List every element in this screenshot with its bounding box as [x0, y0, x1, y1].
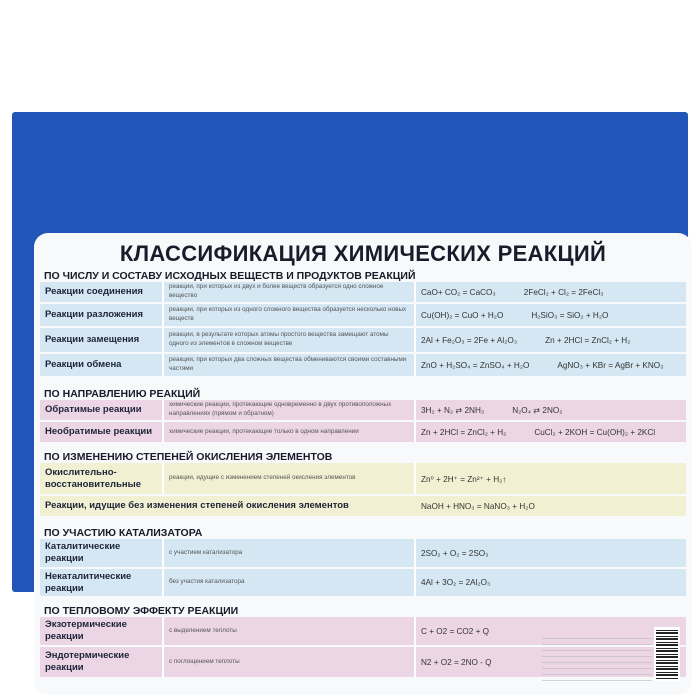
- table-row: [40, 539, 686, 567]
- formula: AgNO₃ + KBr = AgBr + KNO₃: [557, 360, 664, 370]
- table-row: [40, 400, 686, 420]
- section-heading: ПО ЧИСЛУ И СОСТАВУ ИСХОДНЫХ ВЕЩЕСТВ И ПРОДУКТОВ РЕАКЦИЙ: [44, 270, 416, 282]
- reaction-description: с участием катализатора: [162, 539, 416, 567]
- formula: 4Al + 3O₂ = 2Al₂O₃: [421, 578, 491, 587]
- poster-title: КЛАССИФИКАЦИЯ ХИМИЧЕСКИХ РЕАКЦИЙ: [119, 241, 607, 266]
- publisher-info: [542, 637, 652, 681]
- barcode-icon: [654, 627, 680, 681]
- formula: 2SO₂ + O₂ = 2SO₃: [421, 548, 489, 558]
- poster-panel: [34, 233, 692, 695]
- reaction-type-label: Обратимые реакции: [45, 404, 142, 416]
- poster-frame: [12, 112, 688, 673]
- formula: Cu(OH)₂ = CuO + H₂O: [421, 310, 504, 320]
- section-heading: ПО ИЗМЕНЕНИЮ СТЕПЕНЕЙ ОКИСЛЕНИЯ ЭЛЕМЕНТОВ: [44, 451, 333, 463]
- reaction-description: реакции, идущие с изменением степеней окисления элементов: [162, 463, 416, 494]
- formula: NaOH + HNO₃ = NaNO₃ + H₂O: [421, 501, 535, 511]
- reaction-description: реакции, при которых из одного сложного вещества образуется несколько новых веществ: [162, 304, 416, 326]
- reaction-description: с выделением теплоты: [162, 617, 416, 645]
- reaction-examples: [416, 539, 686, 567]
- reaction-examples: [416, 496, 686, 516]
- formula: 2FeCl₂ + Cl₂ = 2FeCl₃: [523, 287, 604, 297]
- reaction-type-label: Каталитические реакции: [45, 541, 121, 564]
- reaction-description: химические реакции, протекающие одновременно в двух противоположных направлениях (прямом и обратном): [162, 400, 416, 420]
- reaction-examples: [416, 422, 686, 442]
- reaction-description: химические реакции, протекающие только в одном направлении: [162, 422, 416, 442]
- table-row: [40, 282, 686, 302]
- formula: 3H₂ + N₂ ⇄ 2NH₃: [421, 406, 485, 415]
- table-row: [40, 304, 686, 326]
- reaction-type-label: Реакции замещения: [45, 334, 140, 346]
- formula: Zn⁰ + 2H⁺ = Zn²⁺ + H₂↑: [421, 474, 507, 484]
- reaction-type-label: Некаталитические реакции: [45, 570, 132, 594]
- formula: CuCl₂ + 2KOH = Cu(OH)₂ + 2KCl: [534, 427, 656, 437]
- reaction-description: реакции, в результате которых атомы простого вещества замещают атомы одного из элементов в сложном веществе: [162, 328, 416, 352]
- reaction-examples: [416, 354, 686, 376]
- formula: C + O2 = CO2 + Q: [421, 626, 490, 636]
- reaction-description: реакции, при которых из двух и более веществ образуется одно сложное вещество: [162, 282, 416, 302]
- reaction-examples: [416, 328, 686, 352]
- formula: N₂O₄ ⇄ 2NO₂: [512, 406, 563, 415]
- formula: Zn + 2HCl = ZnCl₂ + H₂: [421, 427, 507, 437]
- reaction-examples: [416, 463, 686, 494]
- section-heading: ПО ТЕПЛОВОМУ ЭФФЕКТУ РЕАКЦИИ: [44, 605, 239, 617]
- formula: H₂SiO₃ = SiO₂ + H₂O: [531, 310, 609, 320]
- reaction-description: без участия катализатора: [162, 569, 416, 596]
- table-row: [40, 463, 686, 494]
- reaction-type-label: Реакции обмена: [45, 359, 122, 371]
- reaction-type-label: Необратимые реакции: [45, 426, 153, 438]
- table-row: [40, 328, 686, 352]
- section-heading: ПО НАПРАВЛЕНИЮ РЕАКЦИЙ: [44, 388, 201, 400]
- reaction-examples: [416, 282, 686, 302]
- reaction-type-label: Эндотермические реакции: [45, 650, 130, 673]
- reaction-type-label: Экзотермические реакции: [45, 619, 127, 642]
- reaction-type-label: Окислительно-восстановительные: [45, 466, 142, 490]
- formula: CaO+ CO₂ = CaCO₃: [421, 287, 496, 297]
- table-row: [40, 496, 686, 516]
- formula: N2 + O2 = 2NO - Q: [421, 657, 492, 667]
- reaction-type-label: Реакции разложения: [45, 309, 143, 321]
- reaction-description: реакции, при которых два сложных вещества обмениваются своими составными частями: [162, 354, 416, 376]
- reaction-examples: [416, 400, 686, 420]
- table-row: [40, 422, 686, 442]
- reaction-examples: [416, 569, 686, 596]
- formula: Zn + 2HCl = ZnCl₂ + H₂: [545, 335, 631, 345]
- table-row: [40, 569, 686, 596]
- formula: ZnO + H₂SO₄ = ZnSO₄ + H₂O: [421, 360, 530, 370]
- table-row: [40, 354, 686, 376]
- reaction-examples: [416, 304, 686, 326]
- section-heading: ПО УЧАСТИЮ КАТАЛИЗАТОРА: [44, 527, 203, 539]
- reaction-description: с поглощением теплоты: [162, 647, 416, 677]
- reaction-type-label: Реакции соединения: [45, 286, 143, 298]
- formula: 2Al + Fe₂O₃ = 2Fe + Al₂O₃: [421, 335, 518, 345]
- reaction-type-label: Реакции, идущие без изменения степеней окисления элементов: [45, 500, 349, 512]
